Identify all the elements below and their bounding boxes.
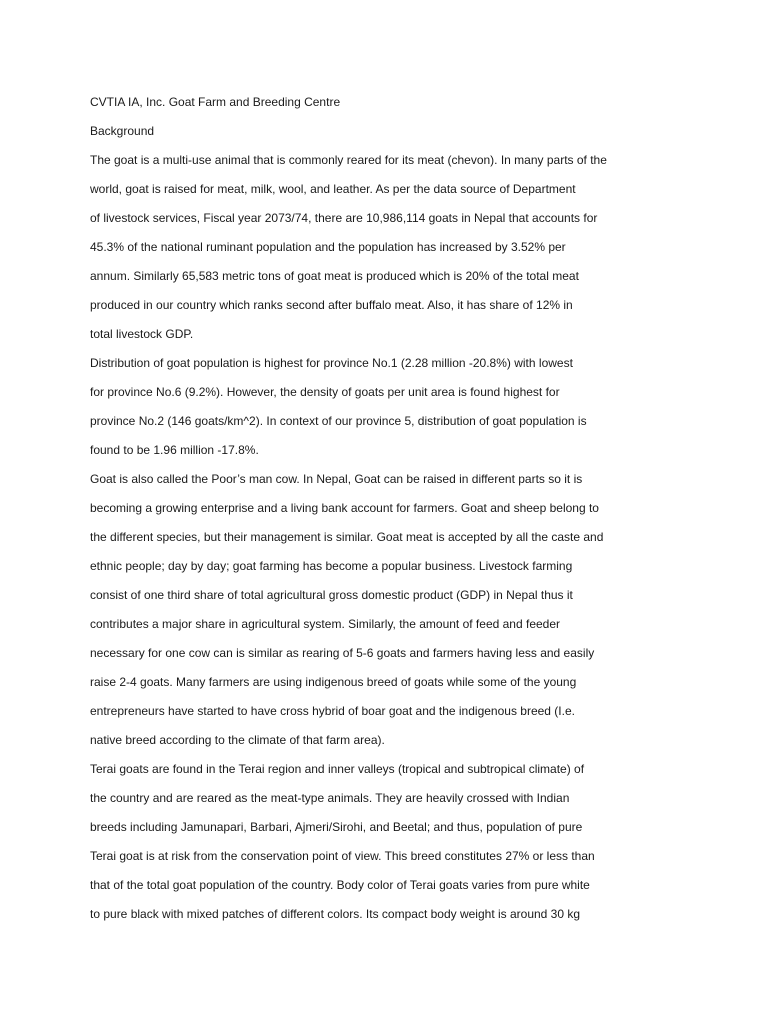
text-line: becoming a growing enterprise and a living bank account for farmers. Goat and sheep belong to: [90, 501, 599, 515]
text-line: annum. Similarly 65,583 metric tons of goat meat is produced which is 20% of the total meat: [90, 269, 579, 283]
text-line: entrepreneurs have started to have cross hybrid of boar goat and the indigenous breed (I.e.: [90, 704, 575, 718]
text-line: of livestock services, Fiscal year 2073/74, there are 10,986,114 goats in Nepal that accounts for: [90, 211, 598, 225]
text-line: contributes a major share in agricultural system. Similarly, the amount of feed and feeder: [90, 617, 561, 631]
document-body: [90, 92, 640, 933]
text-line: province No.2 (146 goats/km^2). In context of our province 5, distribution of goat population is: [90, 414, 587, 428]
text-line: the country and are reared as the meat-type animals. They are heavily crossed with Indian: [90, 791, 570, 805]
text-line: world, goat is raised for meat, milk, wool, and leather. As per the data source of Department: [90, 182, 576, 196]
text-line: Terai goats are found in the Terai region and inner valleys (tropical and subtropical climate) of: [90, 762, 585, 776]
text-line: that of the total goat population of the country. Body color of Terai goats varies from pure white: [90, 878, 590, 892]
text-line: breeds including Jamunapari, Barbari, Ajmeri/Sirohi, and Beetal; and thus, population of pure: [90, 820, 583, 834]
text-line: Terai goat is at risk from the conservation point of view. This breed constitutes 27% or less than: [90, 849, 595, 863]
text-line: produced in our country which ranks second after buffalo meat. Also, it has share of 12% in: [90, 298, 573, 312]
text-line: 45.3% of the national ruminant population and the population has increased by 3.52% per: [90, 240, 566, 254]
text-line: Distribution of goat population is highest for province No.1 (2.28 million -20.8%) with lowest: [90, 356, 573, 370]
text-line: native breed according to the climate of that farm area).: [90, 733, 385, 747]
text-line: for province No.6 (9.2%). However, the density of goats per unit area is found highest for: [90, 385, 560, 399]
text-line: consist of one third share of total agricultural gross domestic product (GDP) in Nepal thus it: [90, 588, 573, 602]
document-title: CVTIA IA, Inc. Goat Farm and Breeding Centre: [90, 95, 341, 109]
text-line: ethnic people; day by day; goat farming has become a popular business. Livestock farming: [90, 559, 573, 573]
paragraph-lines: [90, 150, 640, 933]
text-line: The goat is a multi-use animal that is commonly reared for its meat (chevon). In many parts of the: [90, 153, 607, 167]
text-line: the different species, but their management is similar. Goat meat is accepted by all the caste and: [90, 530, 604, 544]
text-line: to pure black with mixed patches of different colors. Its compact body weight is around 30 kg: [90, 907, 581, 921]
text-line: necessary for one cow can is similar as rearing of 5-6 goats and farmers having less and easily: [90, 646, 595, 660]
text-line: raise 2-4 goats. Many farmers are using indigenous breed of goats while some of the young: [90, 675, 577, 689]
text-line: Goat is also called the Poor’s man cow. In Nepal, Goat can be raised in different parts so it is: [90, 472, 583, 486]
text-line: found to be 1.96 million -17.8%.: [90, 443, 259, 457]
text-line: total livestock GDP.: [90, 327, 194, 341]
section-heading: Background: [90, 124, 155, 138]
